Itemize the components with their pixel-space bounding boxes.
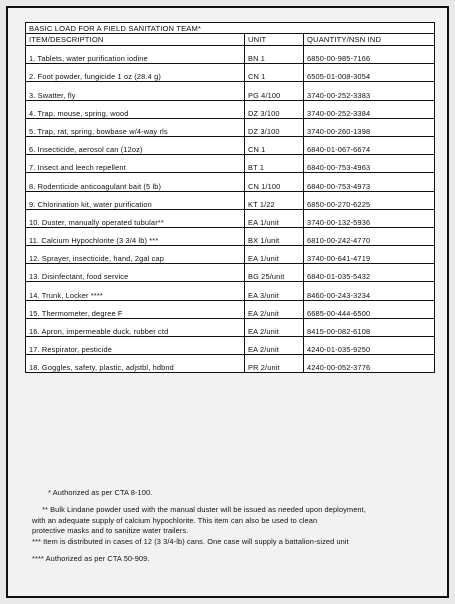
item-description-cell: 3. Swatter, fly — [26, 82, 245, 100]
table-row — [26, 64, 435, 82]
quantity-nsn-cell: 6840-01-067-6674 — [304, 136, 435, 154]
table-row — [26, 191, 435, 209]
table-row — [26, 282, 435, 300]
unit-cell: BX 1/unit — [245, 227, 304, 245]
table-row — [26, 264, 435, 282]
unit-cell: CN 1/100 — [245, 173, 304, 191]
item-description-cell: 10. Duster, manually operated tubular** — [26, 209, 245, 227]
item-description-cell: 1. Tablets, water purification iodine — [26, 46, 245, 64]
footnote-lindane-3: protective masks and to sanitize water trailers. — [32, 526, 189, 536]
footnote-lindane-2: with an adequate supply of calcium hypochlorite. This item can also be used to clean — [32, 515, 318, 525]
item-description-cell: 4. Trap, mouse, spring, wood — [26, 100, 245, 118]
item-description-cell: 7. Insect and leech repellent — [26, 155, 245, 173]
quantity-nsn-cell: 3740-00-641-4719 — [304, 246, 435, 264]
table-row — [26, 355, 435, 373]
table-row — [26, 227, 435, 245]
table-row — [26, 209, 435, 227]
unit-cell: EA 3/unit — [245, 282, 304, 300]
item-description-cell: 17. Respirator, pesticide — [26, 337, 245, 355]
table-title: BASIC LOAD FOR A FIELD SANITATION TEAM* — [26, 23, 435, 34]
unit-cell: DZ 3/100 — [245, 100, 304, 118]
unit-cell: CN 1 — [245, 64, 304, 82]
footnotes — [32, 488, 432, 564]
quantity-nsn-cell: 3740-00-252-3384 — [304, 100, 435, 118]
item-description-cell: 8. Rodenticide anticoagulant bait (5 lb) — [26, 173, 245, 191]
item-description-cell: 9. Chlorination kit, water purification — [26, 191, 245, 209]
item-description-cell: 16. Apron, impermeable duck, rubber ctd — [26, 318, 245, 336]
table-row — [26, 173, 435, 191]
unit-cell: EA 1/unit — [245, 246, 304, 264]
table-title-row — [26, 23, 435, 34]
item-description-cell: 13. Disinfectant, food service — [26, 264, 245, 282]
unit-cell: EA 2/unit — [245, 337, 304, 355]
footnote-cta-50-909: **** Authorized as per CTA 50-909. — [32, 554, 150, 564]
unit-cell: BT 1 — [245, 155, 304, 173]
quantity-nsn-cell: 6840-00-753-4973 — [304, 173, 435, 191]
unit-cell: EA 2/unit — [245, 318, 304, 336]
item-description-cell: 12. Sprayer, insecticide, hand, 2gal cap — [26, 246, 245, 264]
header-quantity-nsn: QUANTITY/NSN IND — [304, 34, 435, 46]
header-unit: UNIT — [245, 34, 304, 46]
quantity-nsn-cell: 6685-00-444-6500 — [304, 300, 435, 318]
table-row — [26, 337, 435, 355]
quantity-nsn-cell: 3740-00-132-5936 — [304, 209, 435, 227]
table-row — [26, 155, 435, 173]
quantity-nsn-cell: 6850-00-985-7166 — [304, 46, 435, 64]
unit-cell: KT 1/22 — [245, 191, 304, 209]
table-row — [26, 100, 435, 118]
quantity-nsn-cell: 6810-00-242-4770 — [304, 227, 435, 245]
quantity-nsn-cell: 8415-00-082-6108 — [304, 318, 435, 336]
quantity-nsn-cell: 6840-00-753-4963 — [304, 155, 435, 173]
quantity-nsn-cell: 6850-00-270-6225 — [304, 191, 435, 209]
footnote-cta-8-100: * Authorized as per CTA 8-100. — [48, 488, 153, 497]
quantity-nsn-cell: 3740-00-252-3383 — [304, 82, 435, 100]
unit-cell: PG 4/100 — [245, 82, 304, 100]
item-description-cell: 6. Insecticide, aerosol can (12oz) — [26, 136, 245, 154]
table-row — [26, 46, 435, 64]
table-row — [26, 136, 435, 154]
table-header-row — [26, 34, 435, 46]
unit-cell: BG 25/unit — [245, 264, 304, 282]
table-row — [26, 82, 435, 100]
item-description-cell: 15. Thermometer, degree F — [26, 300, 245, 318]
unit-cell: EA 2/unit — [245, 300, 304, 318]
unit-cell: EA 1/unit — [245, 209, 304, 227]
quantity-nsn-cell: 4240-00-052-3776 — [304, 355, 435, 373]
table-row — [26, 318, 435, 336]
table-row — [26, 246, 435, 264]
table-row — [26, 118, 435, 136]
quantity-nsn-cell: 8460-00-243-3234 — [304, 282, 435, 300]
basic-load-table — [25, 22, 435, 373]
quantity-nsn-cell: 6505-01-008-3054 — [304, 64, 435, 82]
quantity-nsn-cell: 6840-01-035-5432 — [304, 264, 435, 282]
item-description-cell: 5. Trap, rat, spring, bowbase w/4-way rls — [26, 118, 245, 136]
footnote-calcium-cases: *** Item is distributed in cases of 12 (3 3/4-lb) cans. One case will supply a battalion-sized unit — [32, 536, 349, 546]
quantity-nsn-cell: 4240-01-035-9250 — [304, 337, 435, 355]
unit-cell: BN 1 — [245, 46, 304, 64]
unit-cell: CN 1 — [245, 136, 304, 154]
footnote-lindane-1: ** Bulk Lindane powder used with the manual duster will be issued as needed upon deployment, — [42, 505, 366, 515]
item-description-cell: 2. Foot powder, fungicide 1 oz (28.4 g) — [26, 64, 245, 82]
table-row — [26, 300, 435, 318]
header-item-description: ITEM/DESCRIPTION — [26, 34, 245, 46]
item-description-cell: 11. Calcium Hypochlorite (3 3/4 lb) *** — [26, 227, 245, 245]
quantity-nsn-cell: 3740-00-260-1398 — [304, 118, 435, 136]
unit-cell: DZ 3/100 — [245, 118, 304, 136]
item-description-cell: 18. Goggles, safety, plastic, adjstbl, hdbnd — [26, 355, 245, 373]
unit-cell: PR 2/unit — [245, 355, 304, 373]
item-description-cell: 14. Trunk, Locker **** — [26, 282, 245, 300]
